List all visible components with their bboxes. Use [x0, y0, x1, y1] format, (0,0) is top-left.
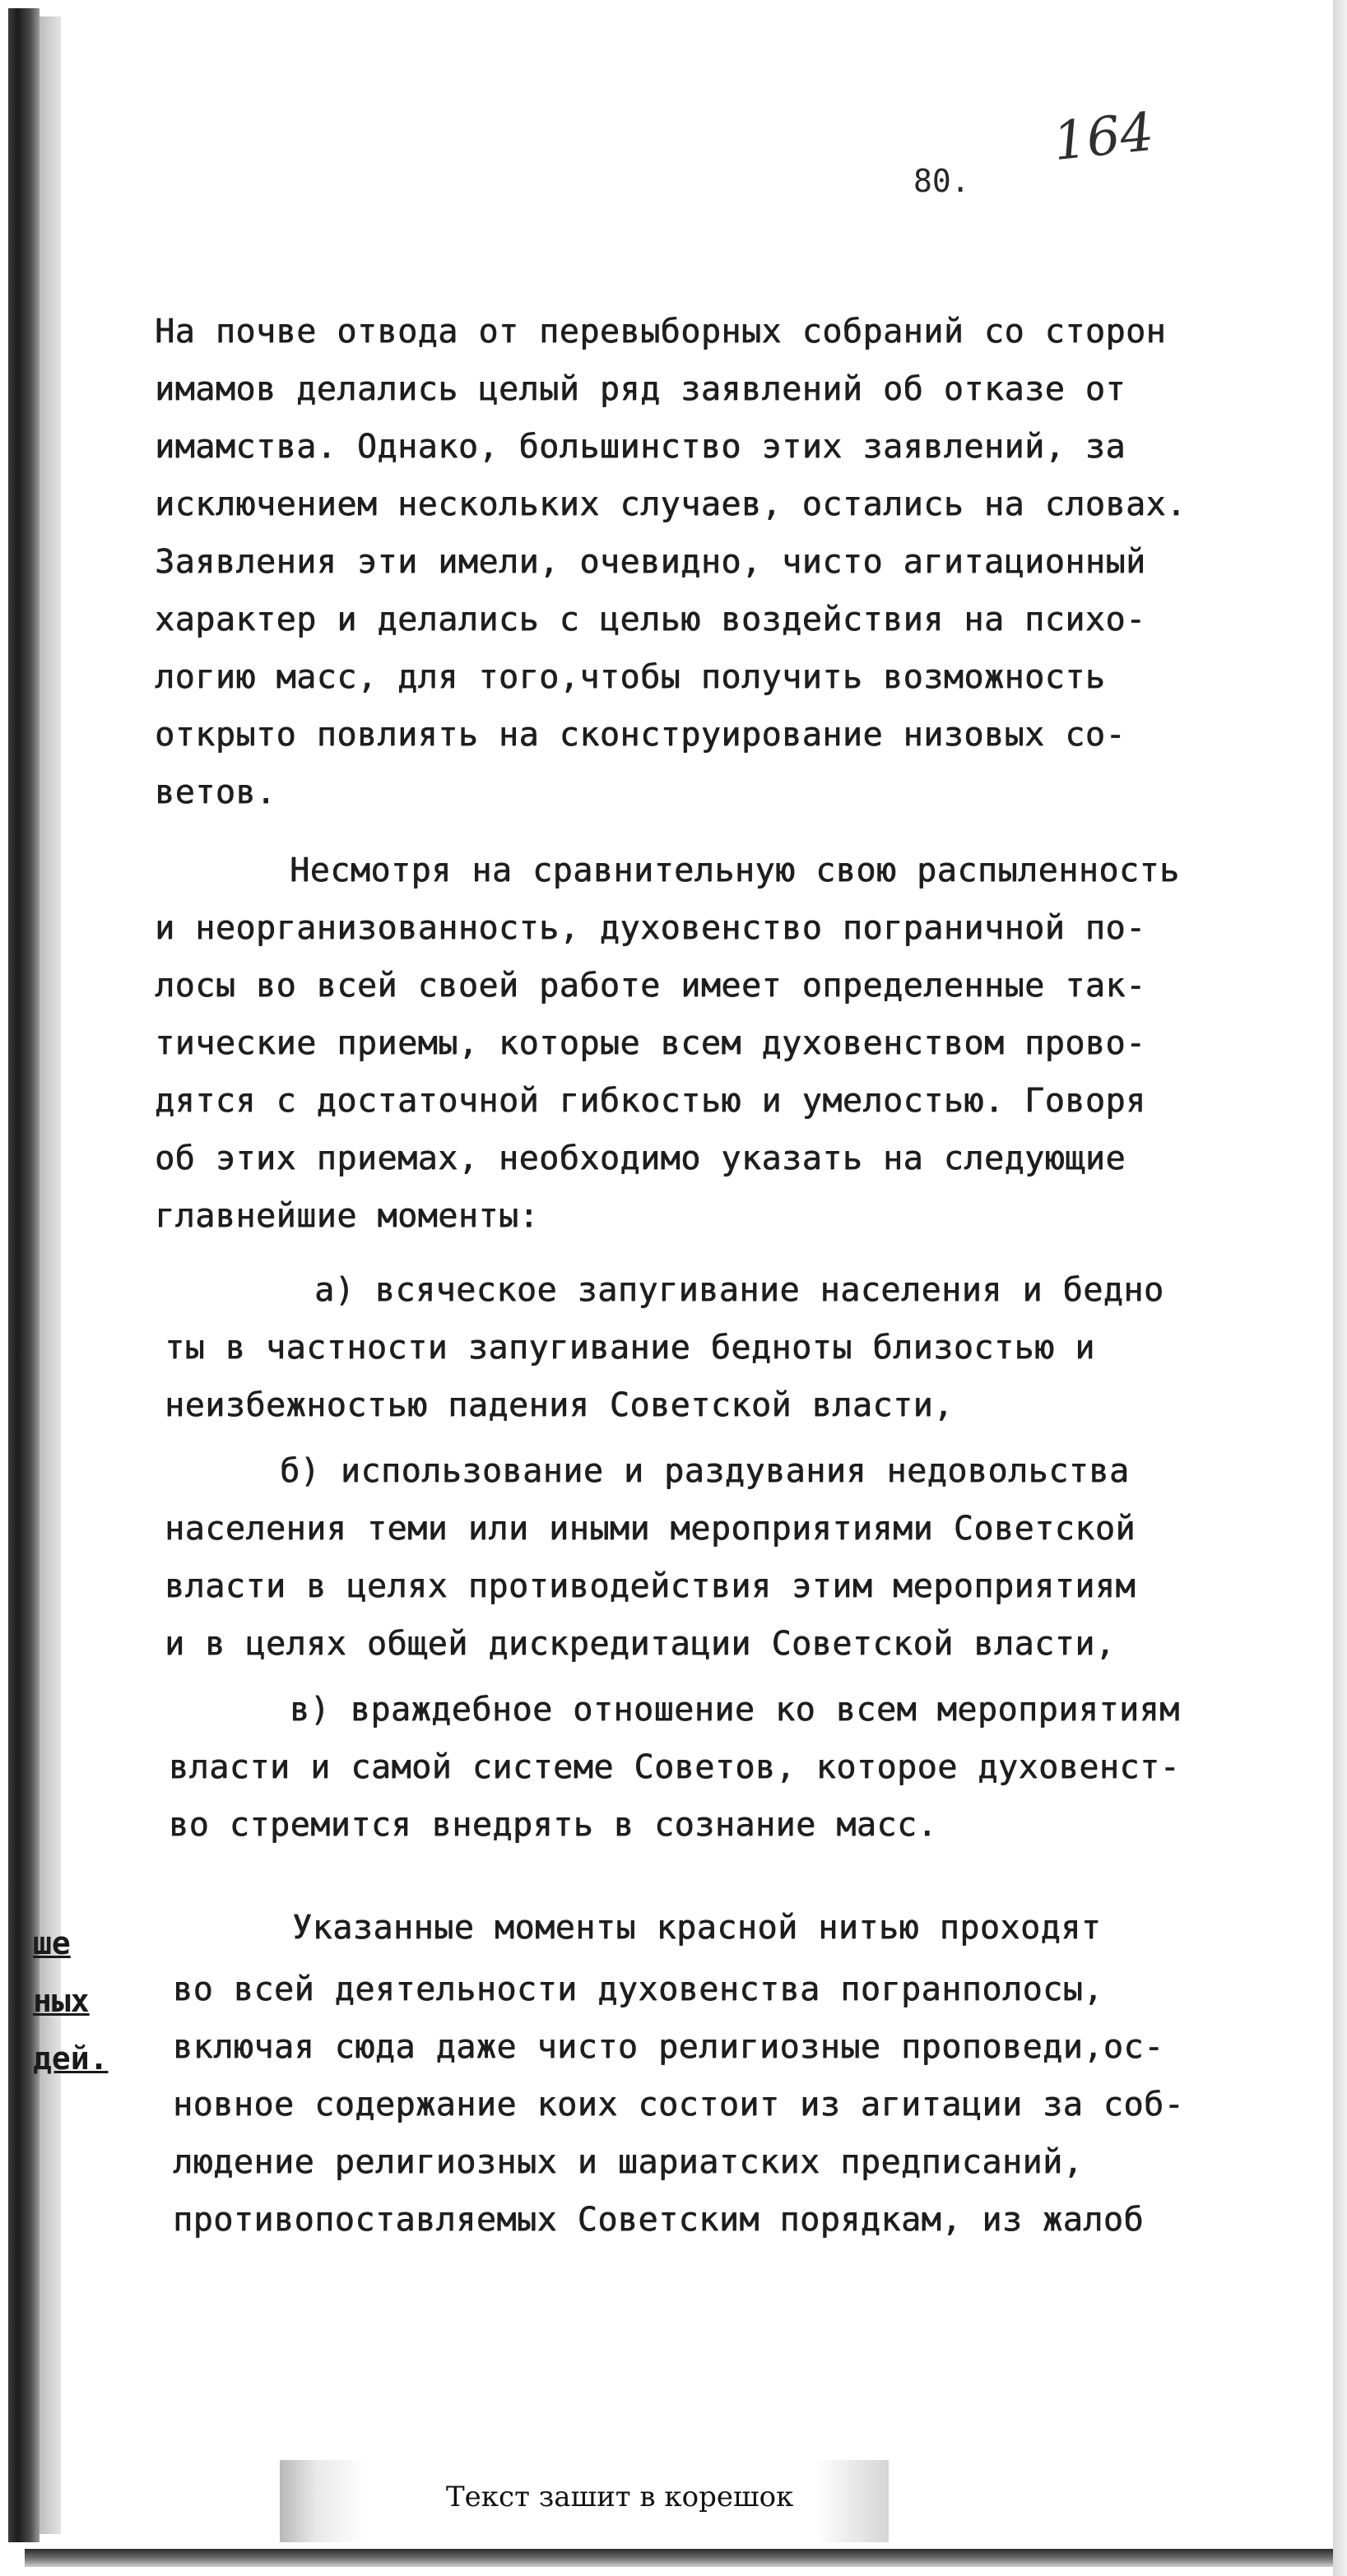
margin-note: ше — [33, 1925, 71, 1961]
text-line: имамства. Однако, большинство этих заявлений, за — [155, 428, 1126, 466]
text-line: На почве отвода от перевыборных собраний со сторон — [155, 313, 1167, 350]
text-line: власти в целях противодействия этим мероприятиям — [165, 1567, 1136, 1605]
page-number: 80. — [913, 163, 970, 199]
text-line: неизбежностью падения Советской власти, — [165, 1386, 954, 1424]
footer-label: Текст зашит в корешок — [446, 2481, 794, 2513]
text-line: главнейшие моменты: — [155, 1197, 540, 1235]
right-page-edge — [1333, 0, 1347, 2576]
text-line: логию масс, для того,чтобы получить возможность — [155, 658, 1106, 696]
list-item-c: в) враждебное отношение ко всем мероприятиям — [290, 1691, 1180, 1729]
bottom-page-edge — [25, 2549, 1333, 2567]
text-line: Заявления эти имели, очевидно, чисто агитационный — [155, 543, 1146, 581]
text-line: ветов. — [155, 773, 276, 811]
text-line: характер и делались с целью воздействия на психо- — [155, 601, 1146, 638]
text-line: Указанные моменты красной нитью проходят — [292, 1909, 1102, 1947]
text-line: и неорганизованность, духовенство пограничной по- — [155, 909, 1146, 947]
margin-note: ных — [33, 1983, 90, 2019]
text-line: лосы во всей своей работе имеет определенные так- — [155, 967, 1146, 1005]
margin-note: дей. — [33, 2040, 109, 2077]
text-line: имамов делались целый ряд заявлений об отказе от — [155, 370, 1126, 408]
text-line: новное содержание коих состоит из агитации за соб- — [173, 2086, 1185, 2123]
text-line: противопоставляемых Советским порядкам, из жалоб — [173, 2201, 1144, 2239]
text-line: включая сюда даже чисто религиозные проповеди,ос- — [173, 2028, 1164, 2066]
list-item-a: а) всяческое запугивание населения и бедно — [314, 1271, 1164, 1309]
text-line: исключением нескольких случаев, остались на словах. — [155, 485, 1187, 523]
binding-shadow — [39, 16, 61, 2534]
text-line: открыто повлиять на сконструирование низовых со- — [155, 716, 1126, 754]
text-line: населения теми или иными мероприятиями Советской — [165, 1510, 1136, 1548]
list-item-b: б) использование и раздувания недовольства — [280, 1452, 1130, 1490]
text-line: об этих приемах, необходимо указать на следующие — [155, 1139, 1126, 1177]
text-line: дятся с достаточной гибкостью и умелостью. Говоря — [155, 1082, 1146, 1120]
text-line: людение религиозных и шариатских предписаний, — [173, 2143, 1084, 2181]
text-line: тические приемы, которые всем духовенством прово- — [155, 1024, 1146, 1062]
text-line: ты в частности запугивание бедноты близостью и — [165, 1329, 1095, 1367]
text-line: во всей деятельности духовенства погранполосы, — [173, 1970, 1103, 2008]
text-line: власти и самой системе Советов, которое духовенст- — [169, 1748, 1181, 1786]
binding-edge — [8, 8, 39, 2542]
text-line: Несмотря на сравнительную свою распыленность — [290, 852, 1180, 889]
text-line: во стремится внедрять в сознание масс. — [169, 1806, 938, 1844]
handwritten-archive-number: 164 — [1050, 101, 1157, 174]
text-line: и в целях общей дискредитации Советской власти, — [165, 1625, 1116, 1663]
